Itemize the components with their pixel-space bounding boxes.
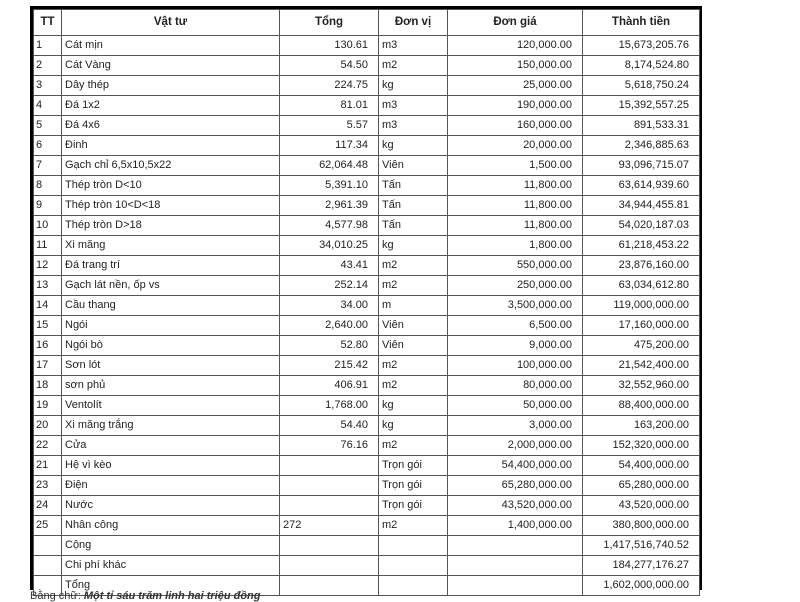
row-material: Đá 1x2 bbox=[62, 96, 280, 116]
table-row bbox=[34, 476, 700, 496]
row-total: 76.16 bbox=[280, 436, 379, 456]
row-total: 272 bbox=[280, 516, 379, 536]
summary-label: Chi phí khác bbox=[62, 556, 280, 576]
table-row bbox=[34, 356, 700, 376]
row-material: Cửa bbox=[62, 436, 280, 456]
row-amount: 23,876,160.00 bbox=[583, 256, 700, 276]
row-tt: 24 bbox=[34, 496, 62, 516]
amount-in-words bbox=[30, 590, 260, 602]
row-total: 54.40 bbox=[280, 416, 379, 436]
row-amount: 63,614,939.60 bbox=[583, 176, 700, 196]
row-tt: 20 bbox=[34, 416, 62, 436]
row-total: 34.00 bbox=[280, 296, 379, 316]
row-unit-price: 65,280,000.00 bbox=[448, 476, 583, 496]
header-material: Vật tư bbox=[62, 10, 280, 36]
row-amount: 63,034,612.80 bbox=[583, 276, 700, 296]
row-amount: 54,020,187.03 bbox=[583, 216, 700, 236]
table-header-row bbox=[34, 10, 700, 36]
row-material: Gạch lát nền, ốp vs bbox=[62, 276, 280, 296]
row-tt: 19 bbox=[34, 396, 62, 416]
row-unit: m3 bbox=[379, 36, 448, 56]
row-unit: m2 bbox=[379, 376, 448, 396]
row-tt: 11 bbox=[34, 236, 62, 256]
row-material: Đá trang trí bbox=[62, 256, 280, 276]
row-unit: kg bbox=[379, 76, 448, 96]
row-unit-price: 11,800.00 bbox=[448, 216, 583, 236]
row-material: Thép tròn D>18 bbox=[62, 216, 280, 236]
row-tt: 25 bbox=[34, 516, 62, 536]
row-unit: m2 bbox=[379, 56, 448, 76]
row-unit-price: 25,000.00 bbox=[448, 76, 583, 96]
table-row bbox=[34, 236, 700, 256]
row-total: 224.75 bbox=[280, 76, 379, 96]
summary-blank bbox=[34, 556, 62, 576]
row-total bbox=[280, 456, 379, 476]
row-tt: 17 bbox=[34, 356, 62, 376]
row-material: Xi măng trắng bbox=[62, 416, 280, 436]
caption-prefix: Bằng chữ: bbox=[30, 590, 81, 602]
table-row bbox=[34, 196, 700, 216]
row-unit-price: 250,000.00 bbox=[448, 276, 583, 296]
summary-blank bbox=[280, 556, 379, 576]
row-material: Đá 4x6 bbox=[62, 116, 280, 136]
row-unit: m3 bbox=[379, 116, 448, 136]
row-total: 81.01 bbox=[280, 96, 379, 116]
row-unit: Tấn bbox=[379, 196, 448, 216]
row-amount: 88,400,000.00 bbox=[583, 396, 700, 416]
table-row bbox=[34, 156, 700, 176]
table-row bbox=[34, 416, 700, 436]
header-unit-price: Đơn giá bbox=[448, 10, 583, 36]
summary-blank bbox=[448, 556, 583, 576]
row-total: 252.14 bbox=[280, 276, 379, 296]
row-tt: 1 bbox=[34, 36, 62, 56]
row-unit-price: 11,800.00 bbox=[448, 176, 583, 196]
row-unit-price: 3,000.00 bbox=[448, 416, 583, 436]
row-unit-price: 160,000.00 bbox=[448, 116, 583, 136]
row-unit: kg bbox=[379, 236, 448, 256]
row-material: Ngói bò bbox=[62, 336, 280, 356]
table-row bbox=[34, 296, 700, 316]
row-total: 117.34 bbox=[280, 136, 379, 156]
row-tt: 13 bbox=[34, 276, 62, 296]
table-row bbox=[34, 316, 700, 336]
row-material: Ventolít bbox=[62, 396, 280, 416]
row-amount: 891,533.31 bbox=[583, 116, 700, 136]
table-row bbox=[34, 256, 700, 276]
row-amount: 163,200.00 bbox=[583, 416, 700, 436]
row-tt: 18 bbox=[34, 376, 62, 396]
summary-blank bbox=[379, 556, 448, 576]
row-tt: 8 bbox=[34, 176, 62, 196]
row-total: 406.91 bbox=[280, 376, 379, 396]
row-material: Cát mịn bbox=[62, 36, 280, 56]
row-unit-price: 550,000.00 bbox=[448, 256, 583, 276]
row-tt: 3 bbox=[34, 76, 62, 96]
table-row bbox=[34, 496, 700, 516]
table-row bbox=[34, 36, 700, 56]
row-tt: 12 bbox=[34, 256, 62, 276]
row-total: 52.80 bbox=[280, 336, 379, 356]
table-row bbox=[34, 216, 700, 236]
row-total: 130.61 bbox=[280, 36, 379, 56]
row-total: 4,577.98 bbox=[280, 216, 379, 236]
row-material: Cầu thang bbox=[62, 296, 280, 316]
row-amount: 8,174,524.80 bbox=[583, 56, 700, 76]
row-amount: 380,800,000.00 bbox=[583, 516, 700, 536]
row-unit: Trọn gói bbox=[379, 496, 448, 516]
row-unit-price: 120,000.00 bbox=[448, 36, 583, 56]
table-row bbox=[34, 436, 700, 456]
row-amount: 54,400,000.00 bbox=[583, 456, 700, 476]
row-unit: m bbox=[379, 296, 448, 316]
summary-blank bbox=[379, 536, 448, 556]
row-amount: 475,200.00 bbox=[583, 336, 700, 356]
row-unit: kg bbox=[379, 416, 448, 436]
row-tt: 2 bbox=[34, 56, 62, 76]
table-row bbox=[34, 276, 700, 296]
row-unit: m2 bbox=[379, 436, 448, 456]
row-total bbox=[280, 496, 379, 516]
row-total: 43.41 bbox=[280, 256, 379, 276]
row-tt: 5 bbox=[34, 116, 62, 136]
row-unit-price: 80,000.00 bbox=[448, 376, 583, 396]
row-amount: 32,552,960.00 bbox=[583, 376, 700, 396]
summary-blank bbox=[34, 536, 62, 556]
row-amount: 65,280,000.00 bbox=[583, 476, 700, 496]
summary-amount: 1,417,516,740.52 bbox=[583, 536, 700, 556]
row-amount: 2,346,885.63 bbox=[583, 136, 700, 156]
caption-text: Một tỉ sáu trăm linh hai triệu đồng bbox=[83, 590, 261, 602]
row-unit: Tấn bbox=[379, 216, 448, 236]
row-unit: m2 bbox=[379, 516, 448, 536]
header-unit: Đơn vị bbox=[379, 10, 448, 36]
summary-blank bbox=[448, 576, 583, 596]
summary-blank bbox=[280, 576, 379, 596]
row-unit-price: 3,500,000.00 bbox=[448, 296, 583, 316]
table-row bbox=[34, 56, 700, 76]
row-amount: 17,160,000.00 bbox=[583, 316, 700, 336]
row-total: 34,010.25 bbox=[280, 236, 379, 256]
row-material: sơn phủ bbox=[62, 376, 280, 396]
row-tt: 7 bbox=[34, 156, 62, 176]
table-row bbox=[34, 96, 700, 116]
row-tt: 10 bbox=[34, 216, 62, 236]
table-row bbox=[34, 76, 700, 96]
row-amount: 15,673,205.76 bbox=[583, 36, 700, 56]
row-unit-price: 190,000.00 bbox=[448, 96, 583, 116]
table-row bbox=[34, 396, 700, 416]
row-amount: 61,218,453.22 bbox=[583, 236, 700, 256]
row-total: 2,640.00 bbox=[280, 316, 379, 336]
row-amount: 43,520,000.00 bbox=[583, 496, 700, 516]
row-tt: 16 bbox=[34, 336, 62, 356]
row-material: Cát Vàng bbox=[62, 56, 280, 76]
row-material: Dây thép bbox=[62, 76, 280, 96]
row-unit-price: 50,000.00 bbox=[448, 396, 583, 416]
summary-label: Cộng bbox=[62, 536, 280, 556]
summary-blank bbox=[448, 536, 583, 556]
header-total: Tổng bbox=[280, 10, 379, 36]
row-unit-price: 150,000.00 bbox=[448, 56, 583, 76]
row-unit: Trọn gói bbox=[379, 476, 448, 496]
row-unit-price: 2,000,000.00 bbox=[448, 436, 583, 456]
row-total: 215.42 bbox=[280, 356, 379, 376]
row-material: Nhân công bbox=[62, 516, 280, 536]
row-material: Thép tròn 10<D<18 bbox=[62, 196, 280, 216]
row-unit: kg bbox=[379, 136, 448, 156]
row-amount: 21,542,400.00 bbox=[583, 356, 700, 376]
row-unit: Tấn bbox=[379, 176, 448, 196]
row-unit-price: 1,500.00 bbox=[448, 156, 583, 176]
row-amount: 152,320,000.00 bbox=[583, 436, 700, 456]
row-material: Sơn lót bbox=[62, 356, 280, 376]
table-row bbox=[34, 516, 700, 536]
row-tt: 6 bbox=[34, 136, 62, 156]
row-unit-price: 1,400,000.00 bbox=[448, 516, 583, 536]
row-tt: 21 bbox=[34, 456, 62, 476]
row-material: Hệ vì kèo bbox=[62, 456, 280, 476]
table-body bbox=[34, 36, 700, 596]
table-row bbox=[34, 456, 700, 476]
row-unit-price: 9,000.00 bbox=[448, 336, 583, 356]
row-unit: Trọn gói bbox=[379, 456, 448, 476]
row-unit-price: 20,000.00 bbox=[448, 136, 583, 156]
row-total: 5.57 bbox=[280, 116, 379, 136]
row-total bbox=[280, 476, 379, 496]
row-unit-price: 43,520,000.00 bbox=[448, 496, 583, 516]
row-amount: 93,096,715.07 bbox=[583, 156, 700, 176]
summary-row bbox=[34, 536, 700, 556]
table-row bbox=[34, 176, 700, 196]
row-material: Đinh bbox=[62, 136, 280, 156]
row-material: Xi măng bbox=[62, 236, 280, 256]
row-unit: m2 bbox=[379, 276, 448, 296]
header-tt: TT bbox=[34, 10, 62, 36]
row-amount: 5,618,750.24 bbox=[583, 76, 700, 96]
row-tt: 14 bbox=[34, 296, 62, 316]
row-material: Thép tròn D<10 bbox=[62, 176, 280, 196]
row-unit: m2 bbox=[379, 256, 448, 276]
row-unit: kg bbox=[379, 396, 448, 416]
row-unit-price: 11,800.00 bbox=[448, 196, 583, 216]
summary-amount: 184,277,176.27 bbox=[583, 556, 700, 576]
summary-amount: 1,602,000,000.00 bbox=[583, 576, 700, 596]
row-total: 62,064.48 bbox=[280, 156, 379, 176]
row-unit: Viên bbox=[379, 156, 448, 176]
row-amount: 15,392,557.25 bbox=[583, 96, 700, 116]
row-amount: 119,000,000.00 bbox=[583, 296, 700, 316]
summary-row bbox=[34, 556, 700, 576]
summary-blank bbox=[379, 576, 448, 596]
row-tt: 9 bbox=[34, 196, 62, 216]
row-unit-price: 100,000.00 bbox=[448, 356, 583, 376]
row-material: Nước bbox=[62, 496, 280, 516]
material-cost-table bbox=[33, 9, 700, 596]
table-row bbox=[34, 336, 700, 356]
row-unit-price: 54,400,000.00 bbox=[448, 456, 583, 476]
row-total: 1,768.00 bbox=[280, 396, 379, 416]
table-row bbox=[34, 136, 700, 156]
header-amount: Thành tiền bbox=[583, 10, 700, 36]
row-material: Gạch chỉ 6,5x10,5x22 bbox=[62, 156, 280, 176]
row-unit: m3 bbox=[379, 96, 448, 116]
row-unit-price: 6,500.00 bbox=[448, 316, 583, 336]
row-total: 5,391.10 bbox=[280, 176, 379, 196]
row-total: 2,961.39 bbox=[280, 196, 379, 216]
row-total: 54.50 bbox=[280, 56, 379, 76]
row-unit-price: 1,800.00 bbox=[448, 236, 583, 256]
summary-label: Tổng bbox=[62, 576, 280, 596]
row-unit: m2 bbox=[379, 356, 448, 376]
row-tt: 15 bbox=[34, 316, 62, 336]
row-tt: 4 bbox=[34, 96, 62, 116]
cost-table-frame bbox=[30, 6, 702, 590]
table-row bbox=[34, 376, 700, 396]
row-tt: 23 bbox=[34, 476, 62, 496]
row-unit: Viên bbox=[379, 316, 448, 336]
row-material: Ngói bbox=[62, 316, 280, 336]
summary-blank bbox=[280, 536, 379, 556]
row-material: Điện bbox=[62, 476, 280, 496]
row-amount: 34,944,455.81 bbox=[583, 196, 700, 216]
table-row bbox=[34, 116, 700, 136]
row-unit: Viên bbox=[379, 336, 448, 356]
row-tt: 22 bbox=[34, 436, 62, 456]
